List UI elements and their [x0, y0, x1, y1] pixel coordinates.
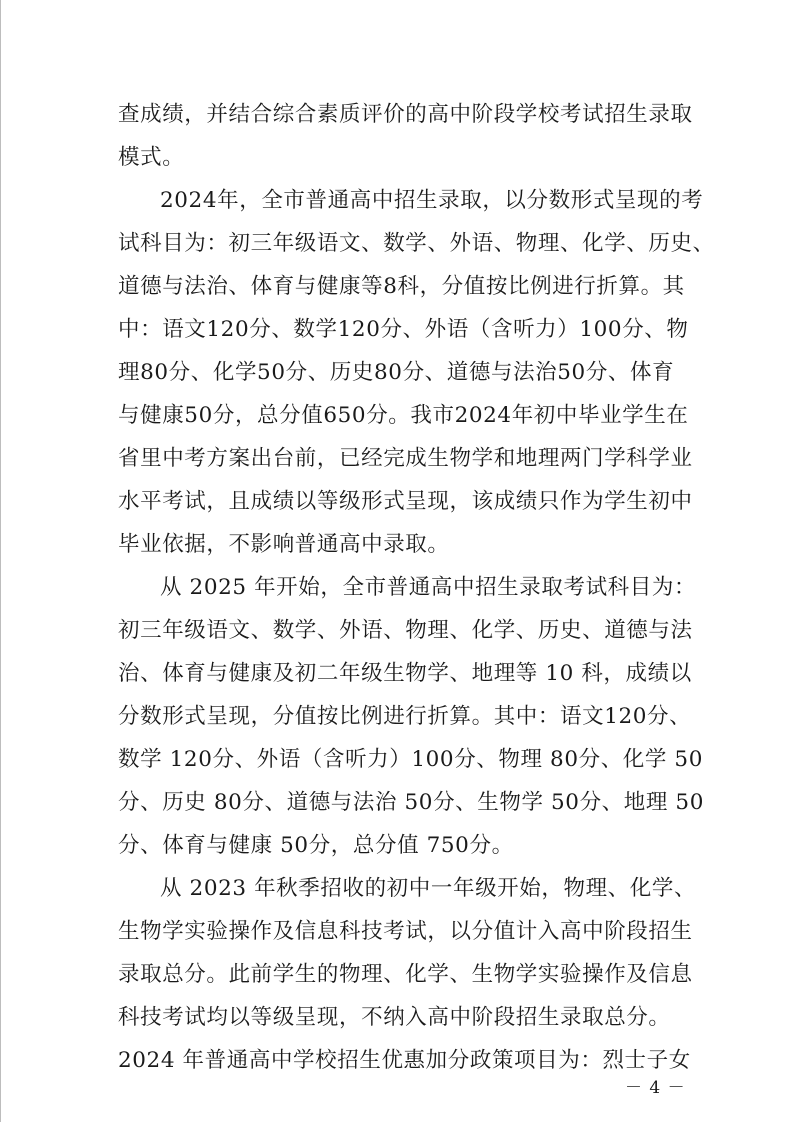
- text-line: 省里中考方案出台前，已经完成生物学和地理两门学科学业: [118, 446, 693, 471]
- text-line: 分、体育与健康 50分，总分值 750分。: [118, 833, 514, 858]
- text-line: 从 2023 年秋季招收的初中一年级开始，物理、化学、: [160, 876, 697, 901]
- text-line: 生物学实验操作及信息科技考试，以分值计入高中阶段招生: [118, 919, 693, 944]
- text-line: 科技考试均以等级呈现，不纳入高中阶段招生录取总分。: [118, 1005, 671, 1030]
- text-line: 理80分、化学50分、历史80分、道德与法治50分、体育: [118, 360, 675, 385]
- text-line: 道德与法治、体育与健康等8科，分值按比例进行折算。其: [118, 274, 685, 299]
- text-line: 初三年级语文、数学、外语、物理、化学、历史、道德与法: [118, 618, 693, 643]
- text-line: 治、体育与健康及初二年级生物学、地理等 10 科，成绩以: [118, 661, 692, 686]
- text-line: 分数形式呈现，分值按比例进行折算。其中：语文120分、: [118, 704, 692, 729]
- text-line: 分、历史 80分、道德与法治 50分、生物学 50分、地理 50: [118, 790, 704, 815]
- text-line: 毕业依据，不影响普通高中录取。: [118, 532, 450, 557]
- text-line: 录取总分。此前学生的物理、化学、生物学实验操作及信息: [118, 962, 693, 987]
- page-number: － 4 －: [625, 1078, 686, 1098]
- text-line: 中：语文120分、数学120分、外语（含听力）100分、物: [118, 317, 689, 342]
- text-line: 试科目为：初三年级语文、数学、外语、物理、化学、历史、: [118, 231, 715, 256]
- text-line: 与健康50分，总分值650分。我市2024年初中毕业学生在: [118, 403, 689, 428]
- text-line: 2024 年普通高中学校招生优惠加分政策项目为：烈士子女: [118, 1048, 691, 1073]
- text-line: 从 2025 年开始，全市普通高中招生录取考试科目为：: [160, 575, 697, 600]
- text-line: 水平考试，且成绩以等级形式呈现，该成绩只作为学生初中: [118, 489, 693, 514]
- text-line: 2024年，全市普通高中招生录取，以分数形式呈现的考: [160, 188, 704, 213]
- text-line: 模式。: [118, 145, 185, 170]
- text-line: 查成绩，并结合综合素质评价的高中阶段学校考试招生录取: [118, 102, 693, 127]
- page-edge-rule: [0, 0, 1, 1122]
- text-line: 数学 120分、外语（含听力）100分、物理 80分、化学 50: [118, 747, 703, 772]
